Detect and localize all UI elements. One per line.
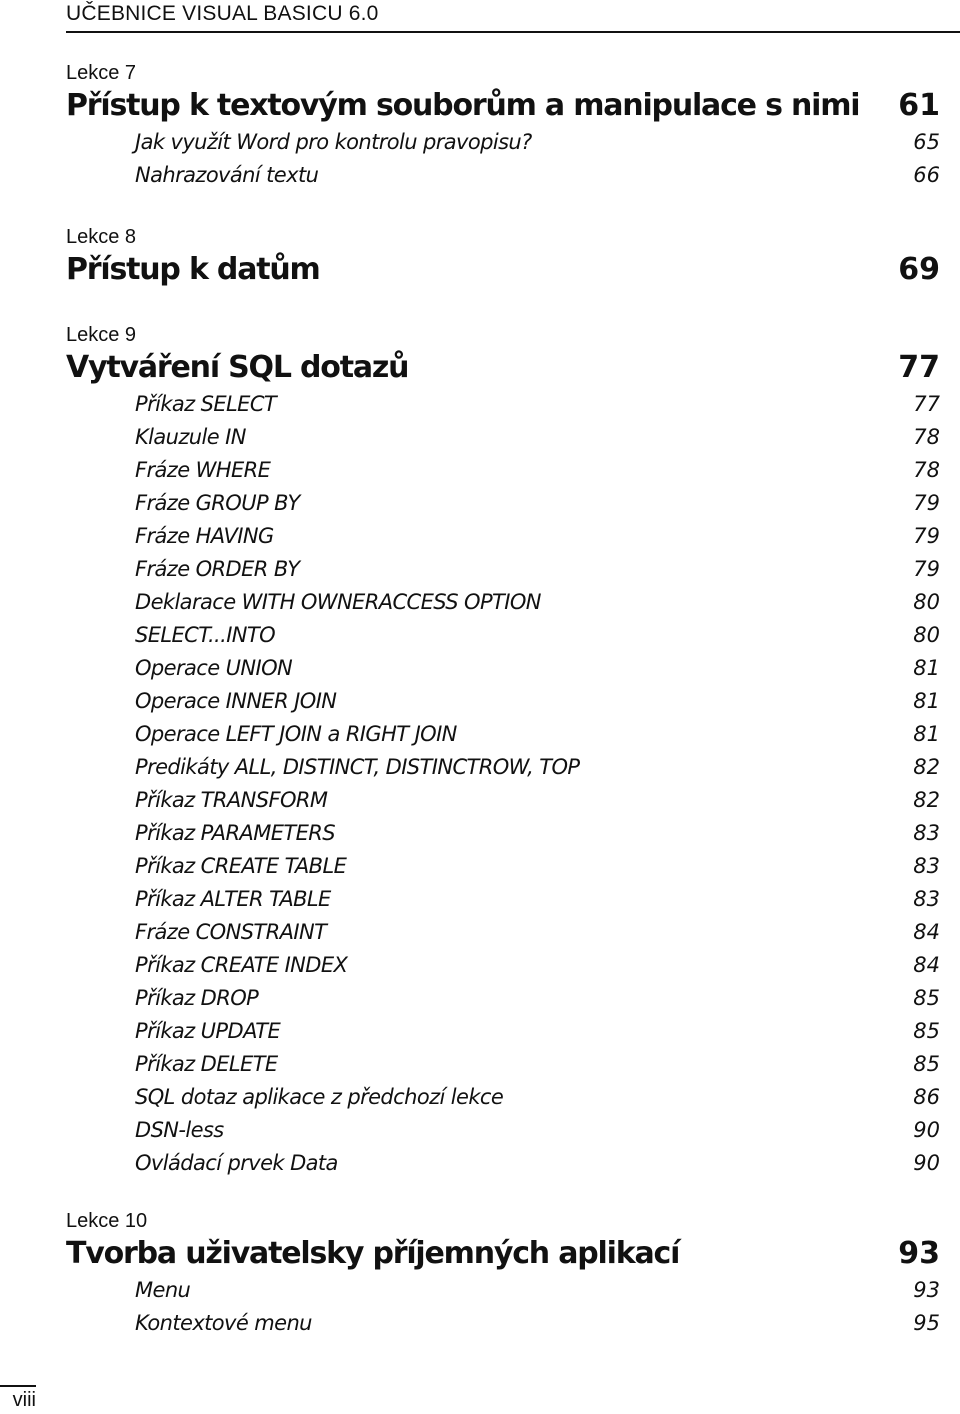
toc-entry[interactable] [135,586,940,619]
entry-page-number: 79 [913,491,940,515]
entry-title: Jak využít Word pro kontrolu pravopisu? [135,130,532,154]
toc-entry[interactable] [135,126,940,159]
running-head: UČEBNICE VISUAL BASICU 6.0 [66,2,379,25]
entry-title: Příkaz CREATE INDEX [135,953,348,977]
entry-page-number: 85 [913,1052,940,1076]
lesson-title: Přístup k datům [66,252,320,287]
entry-title: Operace UNION [135,656,293,680]
toc-entry[interactable] [135,487,940,520]
entry-list [66,1274,940,1340]
entry-title: Klauzule IN [135,425,246,449]
lesson-7 [66,60,940,192]
toc-entry[interactable] [135,817,940,850]
lesson-page-number: 77 [898,350,940,385]
toc-entry[interactable] [135,454,940,487]
entry-title: Ovládací prvek Data [135,1151,338,1175]
lesson-label: Lekce 10 [66,1210,148,1232]
lesson-heading[interactable] [66,1234,940,1274]
entry-page-number: 81 [913,722,940,746]
lesson-9 [66,322,940,1180]
entry-list [66,388,940,1180]
lesson-label: Lekce 9 [66,324,137,346]
entry-page-number: 83 [913,854,940,878]
entry-title: DSN-less [135,1118,224,1142]
entry-title: Operace LEFT JOIN a RIGHT JOIN [135,722,457,746]
lesson-10 [66,1208,940,1340]
entry-title: Příkaz PARAMETERS [135,821,336,845]
lesson-label: Lekce 8 [66,226,137,248]
entry-page-number: 90 [913,1151,940,1175]
entry-page-number: 85 [913,986,940,1010]
lesson-title: Přístup k textovým souborům a manipulace s nimi [66,88,860,123]
entry-page-number: 81 [913,689,940,713]
lesson-heading[interactable] [66,348,940,388]
entry-page-number: 66 [913,163,940,187]
toc-entry[interactable] [135,1081,940,1114]
entry-page-number: 80 [913,623,940,647]
entry-title: Příkaz UPDATE [135,1019,281,1043]
entry-title: Kontextové menu [135,1311,312,1335]
toc-entry[interactable] [135,1048,940,1081]
entry-page-number: 82 [913,755,940,779]
entry-page-number: 65 [913,130,940,154]
toc-entry[interactable] [135,520,940,553]
entry-page-number: 93 [913,1278,940,1302]
entry-title: Predikáty ALL, DISTINCT, DISTINCTROW, TOP [135,755,580,779]
toc-entry[interactable] [135,718,940,751]
entry-page-number: 84 [913,953,940,977]
entry-page-number: 80 [913,590,940,614]
toc-entry[interactable] [135,159,940,192]
entry-page-number: 85 [913,1019,940,1043]
lesson-page-number: 93 [898,1236,940,1271]
entry-page-number: 86 [913,1085,940,1109]
toc-entry[interactable] [135,1307,940,1340]
entry-title: Příkaz SELECT [135,392,277,416]
toc-entry[interactable] [135,1015,940,1048]
toc-entry[interactable] [135,388,940,421]
entry-page-number: 82 [913,788,940,812]
entry-title: Nahrazování textu [135,163,319,187]
entry-list [66,126,940,192]
entry-title: Fráze CONSTRAINT [135,920,327,944]
toc-entry[interactable] [135,1274,940,1307]
entry-page-number: 81 [913,656,940,680]
entry-page-number: 83 [913,821,940,845]
toc-entry[interactable] [135,784,940,817]
entry-title: Příkaz DELETE [135,1052,278,1076]
toc-entry[interactable] [135,685,940,718]
toc-entry[interactable] [135,850,940,883]
lesson-title: Tvorba uživatelsky příjemných aplikací [66,1236,680,1271]
entry-title: Deklarace WITH OWNERACCESS OPTION [135,590,541,614]
entry-title: Příkaz TRANSFORM [135,788,328,812]
entry-title: Příkaz ALTER TABLE [135,887,331,911]
header-rule [66,31,960,33]
entry-page-number: 79 [913,557,940,581]
lesson-heading[interactable] [66,250,940,290]
entry-title: Fráze ORDER BY [135,557,300,581]
entry-title: SELECT...INTO [135,623,276,647]
entry-title: Fráze WHERE [135,458,271,482]
entry-page-number: 78 [913,425,940,449]
entry-title: Příkaz CREATE TABLE [135,854,347,878]
lesson-label: Lekce 7 [66,62,137,84]
entry-title: SQL dotaz aplikace z předchozí lekce [135,1085,504,1109]
lesson-title: Vytváření SQL dotazů [66,350,409,385]
entry-title: Fráze GROUP BY [135,491,300,515]
entry-page-number: 78 [913,458,940,482]
toc-entry[interactable] [135,916,940,949]
entry-title: Příkaz DROP [135,986,259,1010]
toc-entry[interactable] [135,652,940,685]
entry-page-number: 77 [913,392,940,416]
entry-page-number: 83 [913,887,940,911]
toc-entry[interactable] [135,751,940,784]
toc-entry[interactable] [135,883,940,916]
lesson-page-number: 69 [898,252,940,287]
toc-entry[interactable] [135,1147,940,1180]
lesson-heading[interactable] [66,86,940,126]
lesson-8 [66,224,940,290]
toc-entry[interactable] [135,949,940,982]
toc-entry[interactable] [135,421,940,454]
toc-entry[interactable] [135,619,940,652]
toc-entry[interactable] [135,982,940,1015]
entry-page-number: 84 [913,920,940,944]
entry-page-number: 95 [913,1311,940,1335]
entry-title: Operace INNER JOIN [135,689,337,713]
toc-entry[interactable] [135,553,940,586]
toc-entry[interactable] [135,1114,940,1147]
entry-page-number: 90 [913,1118,940,1142]
entry-page-number: 79 [913,524,940,548]
page-folio: viii [0,1385,36,1414]
entry-title: Fráze HAVING [135,524,274,548]
lesson-page-number: 61 [898,88,940,123]
entry-title: Menu [135,1278,191,1302]
